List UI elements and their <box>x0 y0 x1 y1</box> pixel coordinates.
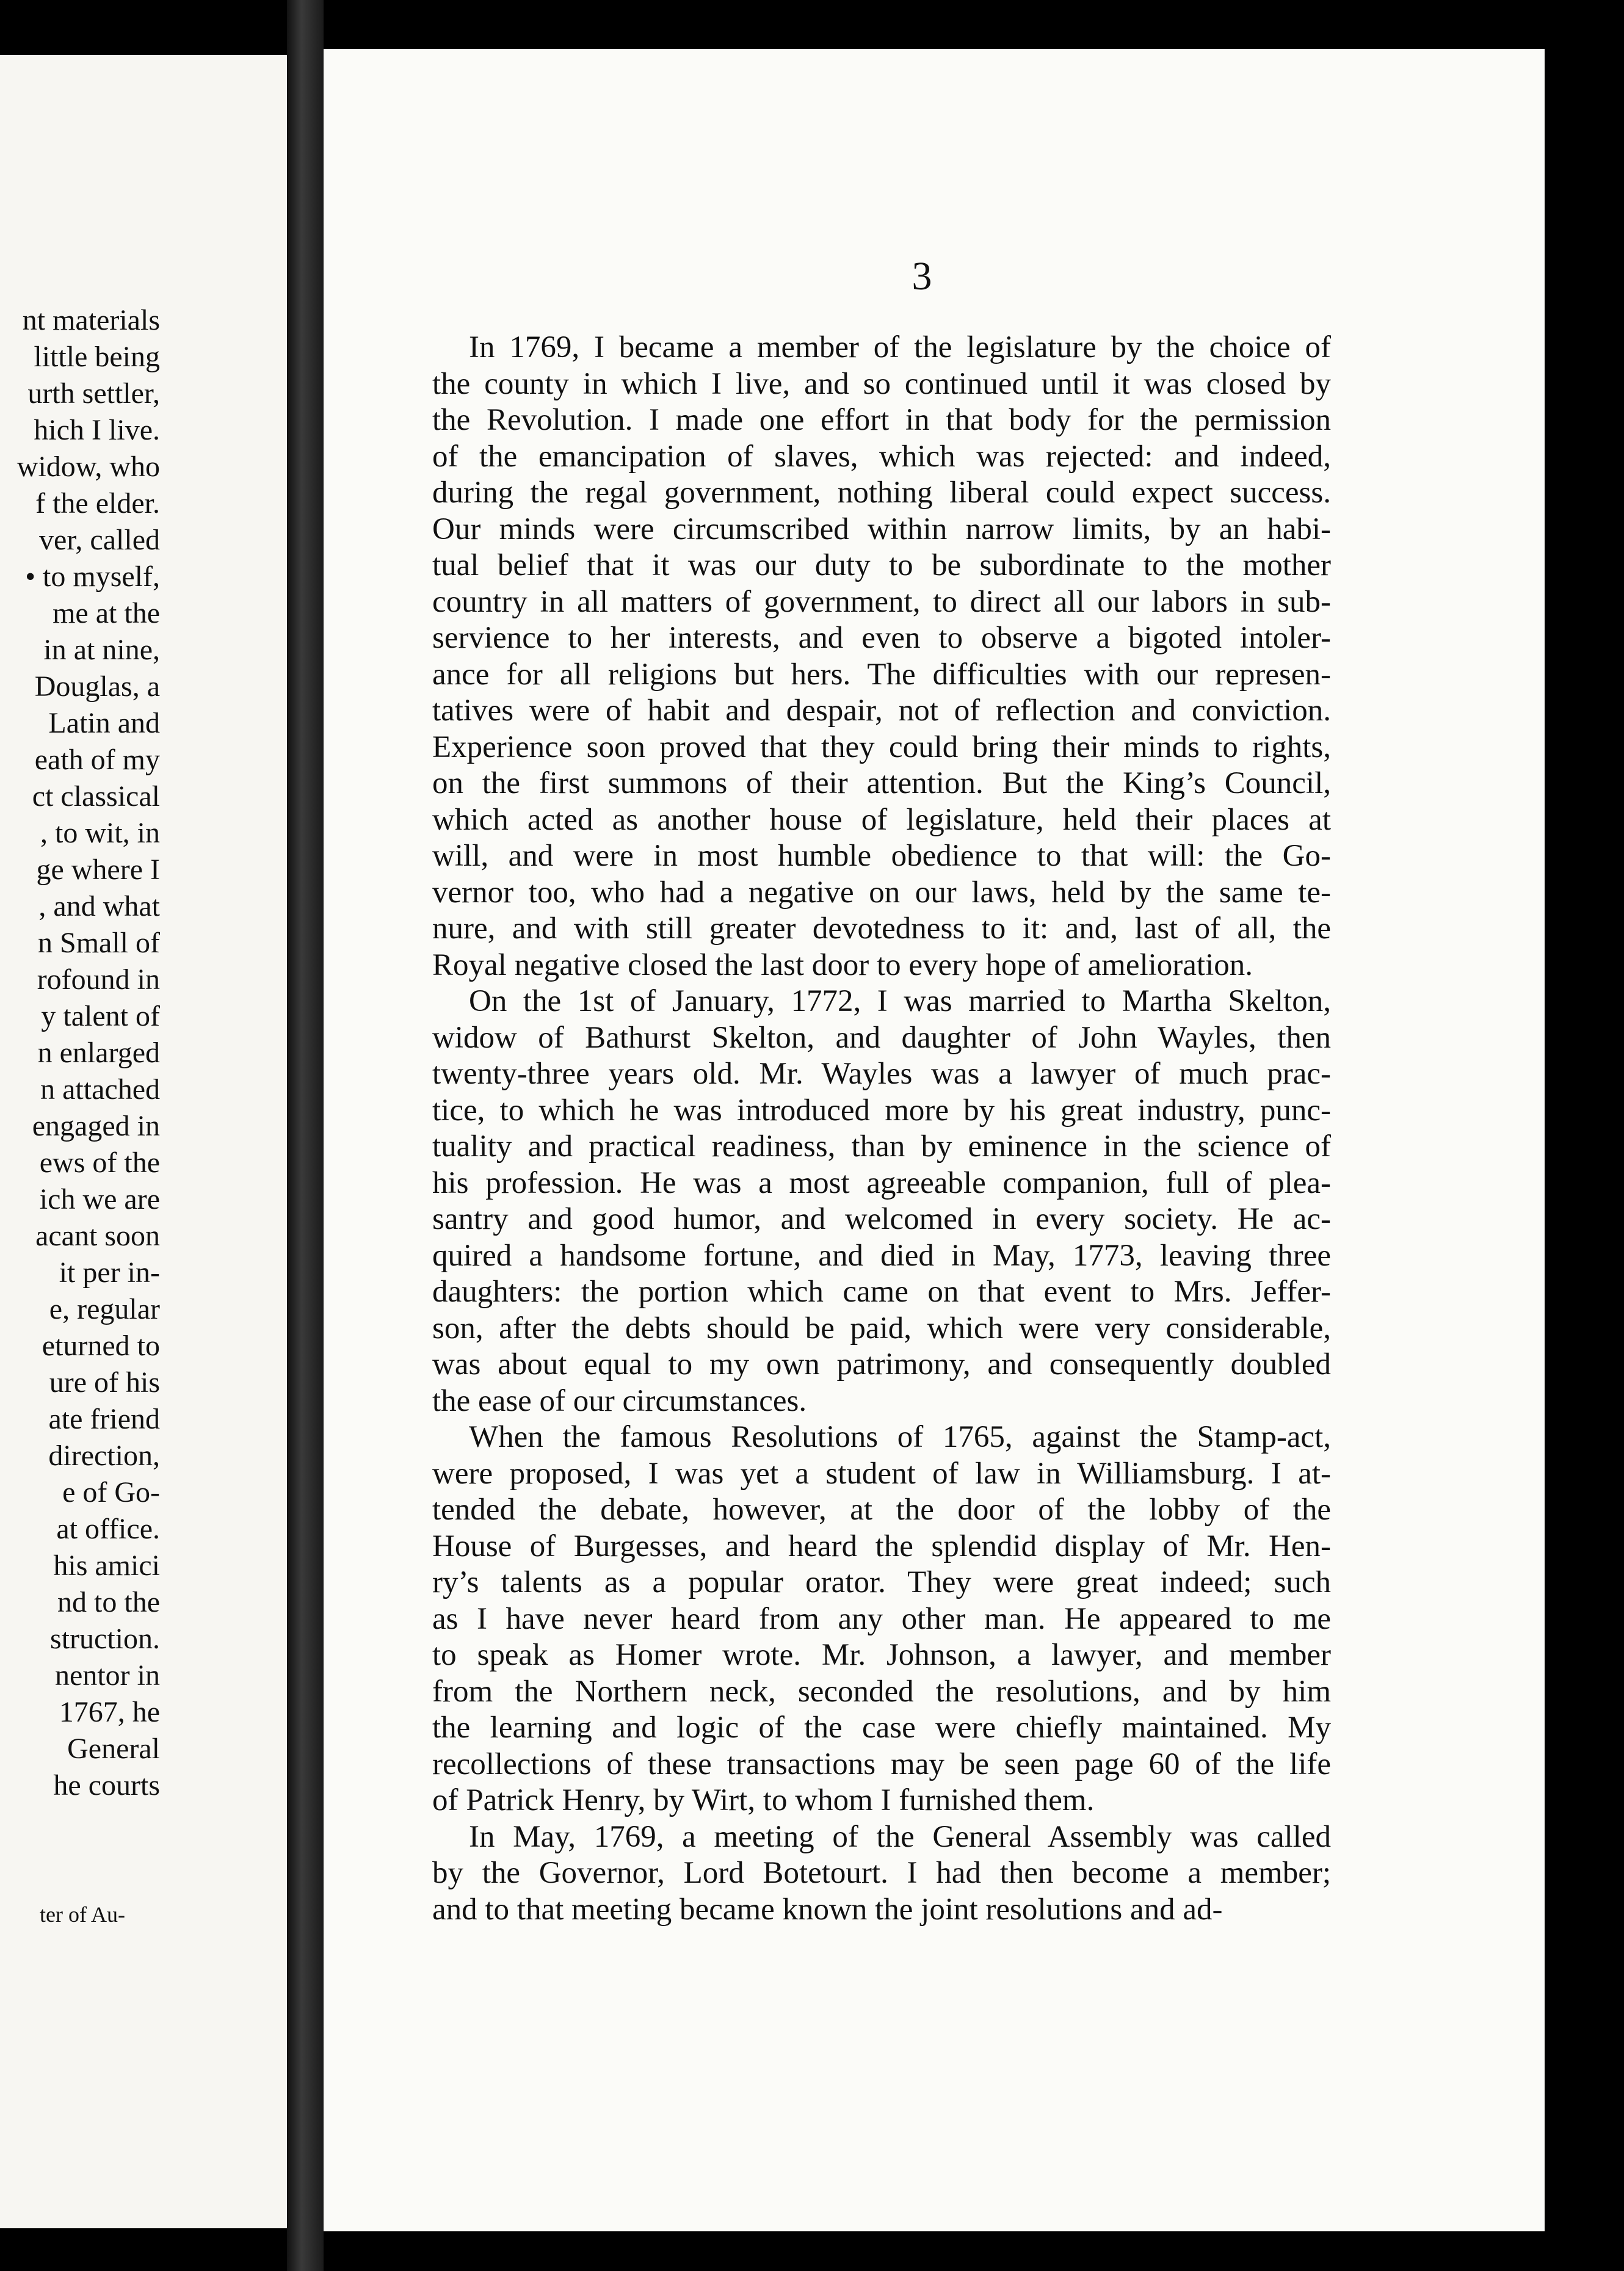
facing-page-line: ich we are <box>39 1183 160 1215</box>
facing-page-line: ver, called <box>39 524 160 556</box>
text-line: vernor too, who had a negative on our laws, held by the same te- <box>432 875 1331 910</box>
text-line: tuality and practical readiness, than by eminence in the science of <box>432 1129 1331 1164</box>
facing-page-line: , to wit, in <box>40 817 160 849</box>
text-line: Our minds were circumscribed within narrow limits, by an habi- <box>432 512 1331 546</box>
text-line: was about equal to my own patrimony, and consequently doubled <box>432 1347 1331 1382</box>
text-line: tended the debate, however, at the door of the lobby of the <box>432 1493 1331 1527</box>
text-line: country in all matters of government, to direct all our labors in sub- <box>432 584 1331 619</box>
text-line: as I have never heard from any other man. He appeared to me <box>432 1601 1331 1636</box>
text-line: the ease of our circumstances. <box>432 1383 807 1418</box>
text-line: and to that meeting became known the joint resolutions and ad- <box>432 1892 1223 1927</box>
text-line: recollections of these transactions may be seen page 60 of the life <box>432 1747 1331 1781</box>
text-line: widow of Bathurst Skelton, and daughter of John Wayles, then <box>432 1020 1331 1055</box>
facing-page-line: nd to the <box>57 1586 160 1618</box>
facing-page-line: n enlarged <box>37 1037 160 1069</box>
text-line: of Patrick Henry, by Wirt, to whom I furnished them. <box>432 1783 1095 1817</box>
text-line: the learning and logic of the case were chiefly maintained. My <box>432 1711 1331 1745</box>
book-page <box>324 49 1545 2231</box>
text-line: On the 1st of January, 1772, I was married to Martha Skelton, <box>469 984 1331 1018</box>
text-line: nure, and with still greater devotedness to it: and, last of all, the <box>432 911 1331 946</box>
facing-page-line: nt materials <box>22 304 160 336</box>
text-line: twenty-three years old. Mr. Wayles was a lawyer of much prac- <box>432 1057 1331 1091</box>
text-line: to speak as Homer wrote. Mr. Johnson, a lawyer, and member <box>432 1638 1331 1672</box>
facing-page-line: e, regular <box>49 1293 160 1325</box>
text-line: Royal negative closed the last door to every hope of amelioration. <box>432 947 1253 982</box>
facing-page-line: at office. <box>56 1513 160 1545</box>
facing-page-line: ure of his <box>49 1366 160 1399</box>
facing-page-line: eturned to <box>42 1330 160 1362</box>
facing-page-line: he courts <box>53 1769 160 1802</box>
text-line: the county in which I live, and so continued until it was closed by <box>432 366 1331 401</box>
facing-page-line: f the elder. <box>35 487 160 520</box>
facing-page-line: widow, who <box>16 451 160 483</box>
facing-page-line: me at the <box>53 597 160 629</box>
facing-page-line: ct classical <box>32 780 160 813</box>
text-line: ry’s talents as a popular orator. They were great indeed; such <box>432 1565 1331 1599</box>
facing-page-line: little being <box>34 341 160 373</box>
text-line: When the famous Resolutions of 1765, against the Stamp-act, <box>469 1420 1331 1454</box>
facing-page-line: ge where I <box>36 853 160 886</box>
text-line: on the first summons of their attention. But the King’s Council, <box>432 766 1331 800</box>
text-line: tice, to which he was introduced more by his great industry, punc- <box>432 1093 1331 1128</box>
text-line: daughters: the portion which came on that event to Mrs. Jeffer- <box>432 1275 1331 1309</box>
facing-page-line: Douglas, a <box>34 670 160 703</box>
facing-page-line: , and what <box>38 890 160 922</box>
text-line: will, and were in most humble obedience to that will: the Go- <box>432 839 1331 873</box>
facing-page-line: struction. <box>50 1623 160 1655</box>
text-line: his profession. He was a most agreeable companion, full of plea- <box>432 1165 1331 1200</box>
facing-page-line: direction, <box>48 1440 160 1472</box>
facing-page-line: hich I live. <box>34 414 160 446</box>
text-line: quired a handsome fortune, and died in May, 1773, leaving three <box>432 1238 1331 1273</box>
text-line: servience to her interests, and even to observe a bigoted intoler- <box>432 621 1331 655</box>
text-line: son, after the debts should be paid, which were very considerable, <box>432 1311 1331 1346</box>
facing-page-line: his amici <box>53 1549 160 1582</box>
facing-page-line: y talent of <box>41 1000 160 1032</box>
text-line: tatives were of habit and despair, not of reflection and conviction. <box>432 694 1331 728</box>
text-line: santry and good humor, and welcomed in every society. He ac- <box>432 1202 1331 1236</box>
facing-page-line: it per in- <box>59 1256 160 1289</box>
text-line: during the regal government, nothing liberal could expect success. <box>432 476 1331 510</box>
facing-page-line: nentor in <box>55 1659 160 1692</box>
text-line: by the Governor, Lord Botetourt. I had then become a member; <box>432 1856 1331 1890</box>
text-line: In 1769, I became a member of the legislature by the choice of <box>469 330 1331 364</box>
text-line: the Revolution. I made one effort in that body for the permission <box>432 403 1331 437</box>
facing-page-line: n Small of <box>38 927 160 959</box>
text-line: House of Burgesses, and heard the splendid display of Mr. Hen- <box>432 1529 1331 1563</box>
text-line: tual belief that it was our duty to be subordinate to the mother <box>432 548 1331 582</box>
body-text <box>432 330 1331 1928</box>
facing-page-line: 1767, he <box>59 1696 160 1728</box>
book-gutter <box>287 0 324 2271</box>
facing-page-line: engaged in <box>32 1110 160 1142</box>
text-line: of the emancipation of slaves, which was rejected: and indeed, <box>432 439 1331 474</box>
facing-page-line: General <box>67 1733 160 1765</box>
page-number: 3 <box>912 254 932 299</box>
text-line: from the Northern neck, seconded the resolutions, and by him <box>432 1674 1331 1709</box>
facing-page-line: acant soon <box>35 1220 160 1252</box>
text-line: Experience soon proved that they could bring their minds to rights, <box>432 730 1331 764</box>
facing-page-line: ews of the <box>39 1146 160 1179</box>
facing-page-line: eath of my <box>34 744 160 776</box>
facing-page-line: urth settler, <box>27 377 160 410</box>
facing-page-line: ate friend <box>48 1403 160 1435</box>
facing-page-text <box>0 302 160 1804</box>
text-line: were proposed, I was yet a student of law in Williamsburg. I at- <box>432 1456 1331 1491</box>
facing-page-line: rofound in <box>37 963 160 996</box>
text-line: ance for all religions but hers. The difficulties with our represen- <box>432 657 1331 692</box>
facing-page-fragment <box>0 55 287 2228</box>
facing-page-line: Latin and <box>48 707 160 739</box>
text-line: which acted as another house of legislature, held their places at <box>432 802 1331 837</box>
facing-page-line: n attached <box>40 1073 160 1106</box>
facing-page-line: e of Go- <box>62 1476 160 1509</box>
facing-page-footnote: ter of Au- <box>40 1902 125 1927</box>
text-line: In May, 1769, a meeting of the General Assembly was called <box>469 1819 1331 1854</box>
facing-page-line: • to myself, <box>25 560 160 593</box>
facing-page-line: in at nine, <box>43 634 160 666</box>
